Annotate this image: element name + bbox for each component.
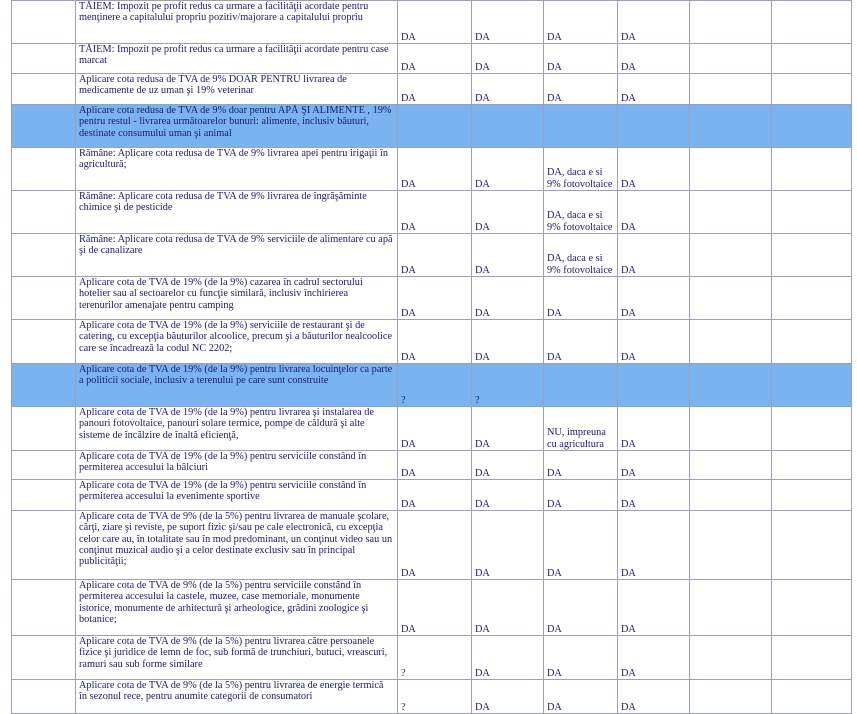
measure-description-cell: Aplicare cota de TVA de 19% (de la 9%) pentru livrarea şi instalarea de panouri fotovoltaice, panouri solare termice, pompe de căldură şi alte sisteme de încălzire de înaltă eficienţă, bbox=[76, 407, 398, 451]
status-cell: DA bbox=[544, 636, 618, 680]
empty-cell bbox=[690, 480, 772, 511]
status-cell: DA bbox=[398, 74, 472, 105]
empty-cell bbox=[690, 451, 772, 480]
row-spacer-cell bbox=[12, 580, 76, 636]
status-cell: DA bbox=[472, 74, 544, 105]
row-spacer-cell bbox=[12, 364, 76, 407]
status-cell: NU, impreuna cu agricultura bbox=[544, 407, 618, 451]
status-cell: DA bbox=[472, 451, 544, 480]
measure-description-cell: Rămâne: Aplicare cota redusa de TVA de 9% serviciile de alimentare cu apă şi de canalizare bbox=[76, 234, 398, 277]
status-cell: DA bbox=[618, 1, 690, 44]
status-cell: DA bbox=[618, 680, 690, 714]
empty-cell bbox=[772, 191, 852, 234]
measure-description-cell: Aplicare cota de TVA de 9% (de la 5%) pentru livrarea de manuale şcolare, cărţi, ziare şi reviste, pe suport fizic şi/sau pe cale electronică, cu excepţia celor care au, în totalitate sau în mod predominant, un conţinut video sau un conţinut muzical audio şi a celor destinate exclusiv sau în principal publicităţii; bbox=[76, 511, 398, 580]
table-row bbox=[12, 511, 852, 580]
status-cell: ? bbox=[472, 364, 544, 407]
status-cell: DA bbox=[398, 320, 472, 364]
status-cell: DA bbox=[398, 451, 472, 480]
empty-cell bbox=[772, 320, 852, 364]
empty-cell bbox=[690, 407, 772, 451]
status-cell: DA bbox=[618, 407, 690, 451]
empty-cell bbox=[690, 74, 772, 105]
status-cell: DA bbox=[398, 1, 472, 44]
status-cell: DA bbox=[544, 74, 618, 105]
status-cell: DA bbox=[618, 580, 690, 636]
empty-cell bbox=[772, 74, 852, 105]
empty-cell bbox=[772, 148, 852, 191]
status-cell: DA bbox=[398, 234, 472, 277]
status-cell: DA bbox=[618, 511, 690, 580]
status-cell: DA, daca e si 9% fotovoltaice bbox=[544, 148, 618, 191]
status-cell: DA bbox=[618, 234, 690, 277]
status-cell: DA bbox=[398, 148, 472, 191]
table-row bbox=[12, 148, 852, 191]
status-cell: DA bbox=[544, 580, 618, 636]
measure-description-cell: Aplicare cota de TVA de 19% (de la 9%) serviciile de restaurant şi de catering, cu excepţia băuturilor alcoolice, precum şi a băuturilor nealcoolice care se încadrează la codul NC 2202; bbox=[76, 320, 398, 364]
row-spacer-cell bbox=[12, 277, 76, 320]
status-cell: ? bbox=[398, 680, 472, 714]
measure-description-cell: Aplicare cota de TVA de 19% (de la 9%) pentru livrarea locuinţelor ca parte a politicii sociale, inclusiv a terenului pe care sunt construite bbox=[76, 364, 398, 407]
empty-cell bbox=[690, 148, 772, 191]
measure-description-cell: Aplicare cota de TVA de 19% (de la 9%) pentru serviciile constând în permiterea accesului la bâlciuri bbox=[76, 451, 398, 480]
table-row bbox=[12, 191, 852, 234]
empty-cell bbox=[772, 105, 852, 148]
status-cell: DA bbox=[618, 277, 690, 320]
status-cell: DA bbox=[618, 480, 690, 511]
status-cell: DA bbox=[544, 680, 618, 714]
status-cell: DA bbox=[618, 636, 690, 680]
status-cell: DA bbox=[618, 44, 690, 74]
status-cell: DA bbox=[398, 511, 472, 580]
row-spacer-cell bbox=[12, 407, 76, 451]
empty-cell bbox=[690, 320, 772, 364]
status-cell: DA bbox=[472, 636, 544, 680]
table-row bbox=[12, 680, 852, 714]
empty-cell bbox=[772, 451, 852, 480]
status-cell bbox=[618, 105, 690, 148]
measure-description-cell: Aplicare cota de TVA de 19% (de la 9%) pentru serviciile constând în permiterea accesului la evenimente sportive bbox=[76, 480, 398, 511]
status-cell: DA bbox=[472, 680, 544, 714]
empty-cell bbox=[690, 364, 772, 407]
status-cell: DA bbox=[472, 480, 544, 511]
measure-description-cell: Aplicare cota de TVA de 9% (de la 5%) pentru serviciile constând în permiterea accesului la castele, muzee, case memoriale, monumente istorice, monumente de arhitectură şi arheologice, grădini zoologice şi botanice; bbox=[76, 580, 398, 636]
empty-cell bbox=[772, 580, 852, 636]
status-cell: DA bbox=[472, 580, 544, 636]
measure-description-cell: Rămâne: Aplicare cota redusa de TVA de 9% livrarea de îngrăşăminte chimice şi de pesticide bbox=[76, 191, 398, 234]
measure-description-cell: TĂIEM: Impozit pe profit redus ca urmare a facilităţii acordate pentru case marcat bbox=[76, 44, 398, 74]
measure-description-cell: TĂIEM: Impozit pe profit redus ca urmare a facilităţii acordate pentru menţinere a capitalului propriu pozitiv/majorare a capitalului propriu bbox=[76, 1, 398, 44]
status-cell: DA bbox=[544, 44, 618, 74]
status-cell: DA bbox=[398, 580, 472, 636]
table-row bbox=[12, 277, 852, 320]
row-spacer-cell bbox=[12, 44, 76, 74]
status-cell: DA bbox=[472, 148, 544, 191]
status-cell: DA bbox=[398, 480, 472, 511]
table-row bbox=[12, 105, 852, 148]
status-cell: DA bbox=[472, 407, 544, 451]
status-cell: DA bbox=[472, 191, 544, 234]
row-spacer-cell bbox=[12, 105, 76, 148]
status-cell: DA bbox=[472, 511, 544, 580]
status-cell: DA bbox=[472, 277, 544, 320]
status-cell bbox=[544, 364, 618, 407]
status-cell: DA bbox=[472, 1, 544, 44]
measure-description-cell: Aplicare cota redusa de TVA de 9% DOAR PENTRU livrarea de medicamente de uz uman şi 19% veterinar bbox=[76, 74, 398, 105]
status-cell bbox=[398, 105, 472, 148]
empty-cell bbox=[690, 511, 772, 580]
empty-cell bbox=[690, 191, 772, 234]
empty-cell bbox=[772, 1, 852, 44]
status-cell: DA bbox=[398, 407, 472, 451]
status-cell: DA bbox=[618, 191, 690, 234]
status-cell: DA bbox=[472, 44, 544, 74]
status-cell: DA bbox=[618, 148, 690, 191]
status-cell bbox=[544, 105, 618, 148]
status-cell: DA, daca e si 9% fotovoltaice bbox=[544, 191, 618, 234]
status-cell: DA bbox=[398, 277, 472, 320]
status-cell: DA bbox=[544, 320, 618, 364]
status-cell: DA bbox=[472, 234, 544, 277]
status-cell: DA bbox=[398, 44, 472, 74]
row-spacer-cell bbox=[12, 1, 76, 44]
table-row bbox=[12, 74, 852, 105]
status-cell: DA bbox=[472, 320, 544, 364]
table-row bbox=[12, 1, 852, 44]
empty-cell bbox=[690, 680, 772, 714]
status-cell: ? bbox=[398, 636, 472, 680]
status-cell: DA bbox=[544, 511, 618, 580]
status-cell: DA bbox=[544, 1, 618, 44]
empty-cell bbox=[690, 1, 772, 44]
status-cell: DA bbox=[544, 480, 618, 511]
status-cell: DA bbox=[618, 320, 690, 364]
empty-cell bbox=[772, 511, 852, 580]
empty-cell bbox=[772, 277, 852, 320]
row-spacer-cell bbox=[12, 636, 76, 680]
row-spacer-cell bbox=[12, 320, 76, 364]
empty-cell bbox=[772, 636, 852, 680]
measure-description-cell: Rămâne: Aplicare cota redusa de TVA de 9% livrarea apei pentru irigaţii în agricultură; bbox=[76, 148, 398, 191]
empty-cell bbox=[690, 234, 772, 277]
empty-cell bbox=[772, 680, 852, 714]
measure-description-cell: Aplicare cota de TVA de 9% (de la 5%) pentru livrarea către persoanele fizice şi juridice de lemn de foc, sub formă de trunchiuri, butuci, vreascuri, ramuri sau sub forme similare bbox=[76, 636, 398, 680]
row-spacer-cell bbox=[12, 74, 76, 105]
row-spacer-cell bbox=[12, 148, 76, 191]
table-body bbox=[12, 1, 852, 714]
status-cell: DA bbox=[398, 191, 472, 234]
empty-cell bbox=[772, 407, 852, 451]
row-spacer-cell bbox=[12, 234, 76, 277]
status-cell bbox=[618, 364, 690, 407]
status-cell: DA bbox=[544, 277, 618, 320]
table-row bbox=[12, 407, 852, 451]
table-row bbox=[12, 44, 852, 74]
status-cell: DA, daca e si 9% fotovoltaice bbox=[544, 234, 618, 277]
row-spacer-cell bbox=[12, 680, 76, 714]
status-cell: DA bbox=[544, 451, 618, 480]
table-row bbox=[12, 320, 852, 364]
table-row bbox=[12, 636, 852, 680]
empty-cell bbox=[690, 277, 772, 320]
row-spacer-cell bbox=[12, 511, 76, 580]
document-page bbox=[11, 0, 852, 714]
table-row bbox=[12, 580, 852, 636]
measure-description-cell: Aplicare cota de TVA de 19% (de la 9%) cazarea în cadrul sectorului hotelier sau al sectoarelor cu funcţie similară, inclusiv închirierea terenurilor amenajate pentru camping bbox=[76, 277, 398, 320]
tax-measures-table bbox=[11, 0, 852, 714]
empty-cell bbox=[690, 44, 772, 74]
table-row bbox=[12, 364, 852, 407]
empty-cell bbox=[690, 580, 772, 636]
measure-description-cell: Aplicare cota redusa de TVA de 9% doar pentru APĂ ŞI ALIMENTE , 19% pentru restul - livrarea următoarelor bunuri: alimente, inclusiv băuturi, destinate consumului uman şi animal bbox=[76, 105, 398, 148]
table-row bbox=[12, 480, 852, 511]
table-row bbox=[12, 234, 852, 277]
row-spacer-cell bbox=[12, 480, 76, 511]
empty-cell bbox=[690, 636, 772, 680]
empty-cell bbox=[772, 44, 852, 74]
empty-cell bbox=[772, 364, 852, 407]
row-spacer-cell bbox=[12, 451, 76, 480]
empty-cell bbox=[690, 105, 772, 148]
table-row bbox=[12, 451, 852, 480]
status-cell bbox=[472, 105, 544, 148]
row-spacer-cell bbox=[12, 191, 76, 234]
empty-cell bbox=[772, 234, 852, 277]
status-cell: DA bbox=[618, 451, 690, 480]
status-cell: ? bbox=[398, 364, 472, 407]
status-cell: DA bbox=[618, 74, 690, 105]
measure-description-cell: Aplicare cota de TVA de 9% (de la 5%) pentru livrarea de energie termică în sezonul rece, pentru anumite categorii de consumatori bbox=[76, 680, 398, 714]
empty-cell bbox=[772, 480, 852, 511]
